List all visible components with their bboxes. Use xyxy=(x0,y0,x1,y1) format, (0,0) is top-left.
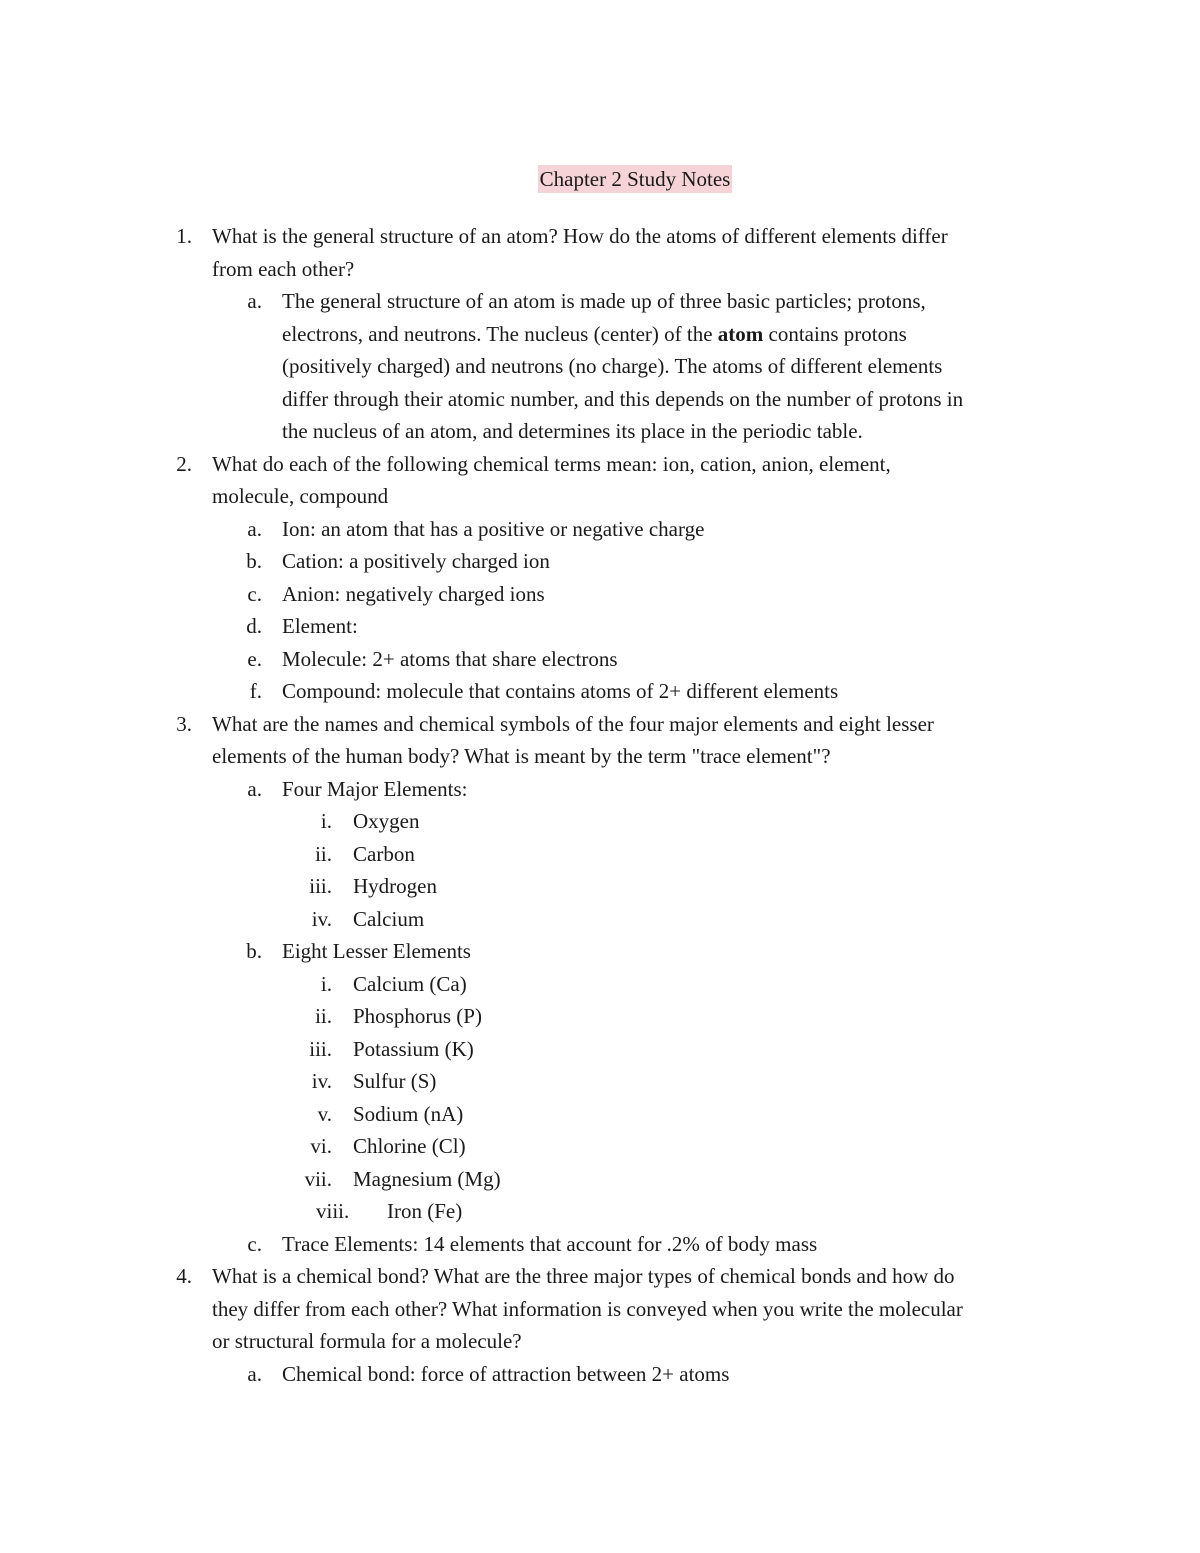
answer-marker: c. xyxy=(247,581,262,606)
list-item xyxy=(0,545,1200,578)
answer-text: Chemical bond: force of attraction between 2+ atoms xyxy=(282,1361,730,1386)
list-item xyxy=(0,610,1200,643)
element-name: Iron (Fe) xyxy=(387,1199,463,1223)
list-item xyxy=(0,870,1200,903)
bold-term: atom xyxy=(717,321,764,346)
list-item xyxy=(0,805,1200,838)
question-number: 2. xyxy=(176,451,192,476)
roman-marker: viii. xyxy=(316,1199,350,1223)
title-container xyxy=(0,165,1200,193)
question-text: or structural formula for a molecule? xyxy=(212,1329,522,1353)
question-4 xyxy=(0,1260,1200,1293)
element-name: Magnesium (Mg) xyxy=(353,1166,501,1191)
element-name: Sodium (nA) xyxy=(353,1101,464,1126)
question-text: from each other? xyxy=(212,256,355,281)
question-2-continued xyxy=(0,480,1200,513)
roman-marker: i. xyxy=(320,809,332,833)
question-3 xyxy=(0,708,1200,741)
answer-text: Cation: a positively charged ion xyxy=(282,549,550,573)
answer-text: Ion: an atom that has a positive or negative charge xyxy=(282,516,705,541)
roman-marker: iii. xyxy=(309,874,332,898)
answer-marker: a. xyxy=(247,776,262,801)
answer-marker: b. xyxy=(246,939,262,963)
list-item xyxy=(0,1033,1200,1066)
list-item xyxy=(0,578,1200,611)
list-item xyxy=(0,838,1200,871)
answer-1a-line xyxy=(0,415,1200,448)
list-item xyxy=(0,903,1200,936)
element-name: Phosphorus (P) xyxy=(353,1004,482,1028)
answer-1a-line xyxy=(0,318,1200,351)
answer-marker: a. xyxy=(247,516,262,541)
answer-text: Eight Lesser Elements xyxy=(282,939,471,963)
roman-marker: ii. xyxy=(315,841,332,866)
answer-text: (positively charged) and neutrons (no charge). The atoms of different elements xyxy=(282,354,943,378)
answer-text-part: contains protons xyxy=(763,321,907,346)
answer-marker: a. xyxy=(247,289,262,313)
element-name: Carbon xyxy=(353,841,415,866)
answer-text: Molecule: 2+ atoms that share electrons xyxy=(282,646,618,671)
answer-marker: e. xyxy=(247,646,262,671)
answer-text: Trace Elements: 14 elements that account for .2% of body mass xyxy=(282,1231,818,1256)
list-item xyxy=(0,513,1200,546)
answer-3c xyxy=(0,1228,1200,1261)
answer-text: The general structure of an atom is made up of three basic particles; protons, xyxy=(282,289,926,313)
question-3-continued xyxy=(0,740,1200,773)
answer-1a-line xyxy=(0,350,1200,383)
question-text: they differ from each other? What information is conveyed when you write the molecular xyxy=(212,1296,963,1321)
answer-4a xyxy=(0,1358,1200,1391)
list-item xyxy=(0,675,1200,708)
study-notes-list xyxy=(0,220,1200,1390)
question-text: What is the general structure of an atom? How do the atoms of different elements differ xyxy=(212,224,948,248)
question-4-continued xyxy=(0,1325,1200,1358)
list-item xyxy=(0,1000,1200,1033)
question-4-continued xyxy=(0,1293,1200,1326)
answer-marker: c. xyxy=(247,1231,262,1256)
answer-marker: f. xyxy=(249,679,262,703)
roman-marker: vi. xyxy=(310,1134,332,1158)
answer-3a xyxy=(0,773,1200,806)
answer-text xyxy=(282,318,907,351)
answer-1a-line xyxy=(0,383,1200,416)
answer-text: Compound: molecule that contains atoms of 2+ different elements xyxy=(282,679,839,703)
answer-text: Four Major Elements: xyxy=(282,776,468,801)
question-number: 1. xyxy=(176,224,192,248)
element-name: Calcium xyxy=(353,906,425,931)
roman-marker: vii. xyxy=(304,1166,332,1191)
element-name: Potassium (K) xyxy=(353,1036,474,1061)
list-item xyxy=(0,643,1200,676)
question-number: 4. xyxy=(176,1264,192,1288)
element-name: Hydrogen xyxy=(353,874,437,898)
answer-marker: b. xyxy=(246,549,262,573)
list-item xyxy=(0,1098,1200,1131)
question-1 xyxy=(0,220,1200,253)
roman-marker: v. xyxy=(317,1101,332,1126)
element-name: Chlorine (Cl) xyxy=(353,1134,466,1158)
answer-marker: d. xyxy=(246,614,262,638)
element-name: Sulfur (S) xyxy=(353,1069,437,1093)
question-text: What are the names and chemical symbols of the four major elements and eight lesser xyxy=(212,711,934,736)
answer-text-part: electrons, and neutrons. The nucleus (center) of the xyxy=(282,321,718,346)
answer-3b xyxy=(0,935,1200,968)
roman-marker: iii. xyxy=(309,1036,332,1061)
question-2 xyxy=(0,448,1200,481)
list-item xyxy=(0,1163,1200,1196)
question-text: What is a chemical bond? What are the three major types of chemical bonds and how do xyxy=(212,1264,955,1288)
answer-text: differ through their atomic number, and this depends on the number of protons in xyxy=(282,386,964,411)
question-1-continued xyxy=(0,253,1200,286)
list-item xyxy=(0,1195,1200,1228)
element-name: Calcium (Ca) xyxy=(353,971,467,996)
answer-text: the nucleus of an atom, and determines its place in the periodic table. xyxy=(282,419,863,443)
roman-marker: iv. xyxy=(311,1069,332,1093)
element-name: Oxygen xyxy=(353,809,420,833)
answer-marker: a. xyxy=(247,1361,262,1386)
list-item xyxy=(0,1065,1200,1098)
question-text: What do each of the following chemical terms mean: ion, cation, anion, element, xyxy=(212,451,891,476)
roman-marker: iv. xyxy=(311,906,332,931)
page-title: Chapter 2 Study Notes xyxy=(539,167,731,191)
question-number: 3. xyxy=(176,711,192,736)
question-text: elements of the human body? What is meant by the term "trace element"? xyxy=(212,744,831,768)
roman-marker: ii. xyxy=(315,1004,332,1028)
answer-1a xyxy=(0,285,1200,318)
list-item xyxy=(0,1130,1200,1163)
answer-text: Anion: negatively charged ions xyxy=(282,581,545,606)
list-item xyxy=(0,968,1200,1001)
question-text: molecule, compound xyxy=(212,484,389,508)
roman-marker: i. xyxy=(320,971,332,996)
answer-text: Element: xyxy=(282,614,358,638)
